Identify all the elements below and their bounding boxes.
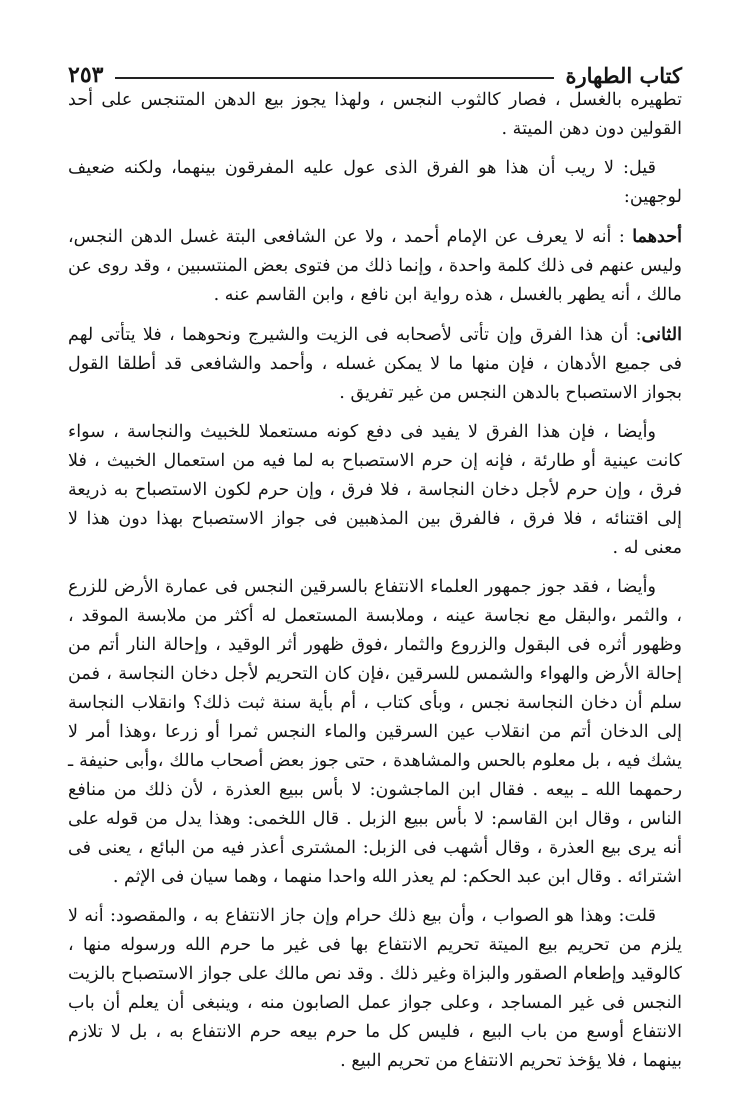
paragraph-text: تطهيره بالغسل ، فصار كالثوب النجس ، ولهذا يجوز بيع الدهن المتنجس على أحد القولين دون دهن الميتة . [68,90,682,139]
paragraph-text: : أن هذا الفرق وإن تأتى لأصحابه فى الزيت والشيرج ونحوهما ، فلا يتأتى لهم فى جميع الأدهان ، فإن منها ما لا يمكن غسله ، وأحمد والشافعى قد أطلقا القول بجواز الاستصباح بالدهن النجس من غير تفريق . [68,325,682,403]
page-header [68,48,682,88]
paragraph-text: : أنه لا يعرف عن الإمام أحمد ، ولا عن الشافعى البتة غسل الدهن النجس، وليس عنهم فى ذلك كلمة واحدة ، وإنما ذلك من فتوى بعض المنتسبين ، وقد روى عن مالك ، أنه يطهر بالغسل ، هذه رواية ابن نافع ، وابن القاسم عنه . [68,227,682,305]
paragraph-6 [68,573,682,892]
page-body [68,86,682,1086]
paragraph-lead: الثانى [641,324,682,345]
paragraph-text: وأيضا ، فقد جوز جمهور العلماء الانتفاع بالسرقين النجس فى عمارة الأرض للزرع ، والثمر ،والبقل مع نجاسة عينه ، وملابسة المستعمل له أكثر من ملابسة الموقد ، وظهور أثره فى البقول والزروع والثمار ،فوق ظهور أثر الوقيد ، وإحالة النار أتم من إحالة الأرض والهواء والشمس للسرقين ،فإن كان التحريم لأجل دخان النجاسة ، فمن سلم أن دخان النجاسة نجس ، وبأى كتاب ، أم بأية سنة ثبت ذلك؟ وانقلاب النجاسة إلى الدخان أتم من انقلاب عين السرقين والماء النجس ثمرا أو زرعا ،وهذا أمر لا يشك فيه ، بل معلوم بالحس والمشاهدة ، حتى جوز بعض أصحاب مالك ،وأبى حنيفة ـ رحمهما الله ـ بيعه . فقال ابن الماجشون: لا بأس ببيع العذرة ، لأن ذلك من منافع الناس ، وقال ابن القاسم: لا بأس ببيع الزبل . قال اللخمى: وهذا يدل من قوله على أنه يرى بيع العذرة ، وقال أشهب فى الزبل: المشترى أعذر فيه من البائع ، يعنى فى اشترائه . وقال ابن عبد الحكم: لم يعذر الله واحدا منهما ، وهما سيان فى الإثم . [68,577,682,887]
paragraph-1 [68,86,682,144]
paragraph-2 [68,154,682,212]
paragraph-text: قيل: لا ريب أن هذا هو الفرق الذى عول عليه المفرقون بينهما، ولكنه ضعيف لوجهين: [68,158,682,207]
paragraph-4 [68,320,682,408]
page-number: ٢٥٣ [68,62,104,88]
paragraph-7 [68,902,682,1076]
paragraph-3 [68,222,682,310]
paragraph-lead: أحدهما [632,226,682,247]
chapter-title: كتاب الطهارة [565,63,682,88]
header-rule [115,77,553,79]
paragraph-text: وأيضا ، فإن هذا الفرق لا يفيد فى دفع كونه مستعملا للخبيث والنجاسة ، سواء كانت عينية أو طارئة ، فإنه إن حرم الاستصباح به لما فيه من استعمال الخبيث ، فلا فرق ، وإن حرم لأجل دخان النجاسة ، فلا فرق ، وإن حرم لكون الاستصباح به ذريعة إلى اقتنائه ، فلا فرق ، فالفرق بين المذهبين فى جواز الاستصباح بهذا دون هذا لا معنى له . [68,422,682,558]
paragraph-text: قلت: وهذا هو الصواب ، وأن بيع ذلك حرام وإن جاز الانتفاع به ، والمقصود: أنه لا يلزم من تحريم بيع الميتة تحريم الانتفاع بها فى غير ما حرم الله ورسوله منها ، كالوقيد وإطعام الصقور والبزاة وغير ذلك . وقد نص مالك على جواز الاستصباح بالزيت النجس فى غير المساجد ، وعلى جواز عمل الصابون منه ، وينبغى أن يعلم أن باب الانتفاع أوسع من باب البيع ، فليس كل ما حرم بيعه حرم الانتفاع به ، بل لا تلازم بينهما ، فلا يؤخذ تحريم الانتفاع من تحريم البيع . [68,906,683,1071]
paragraph-5 [68,418,682,563]
